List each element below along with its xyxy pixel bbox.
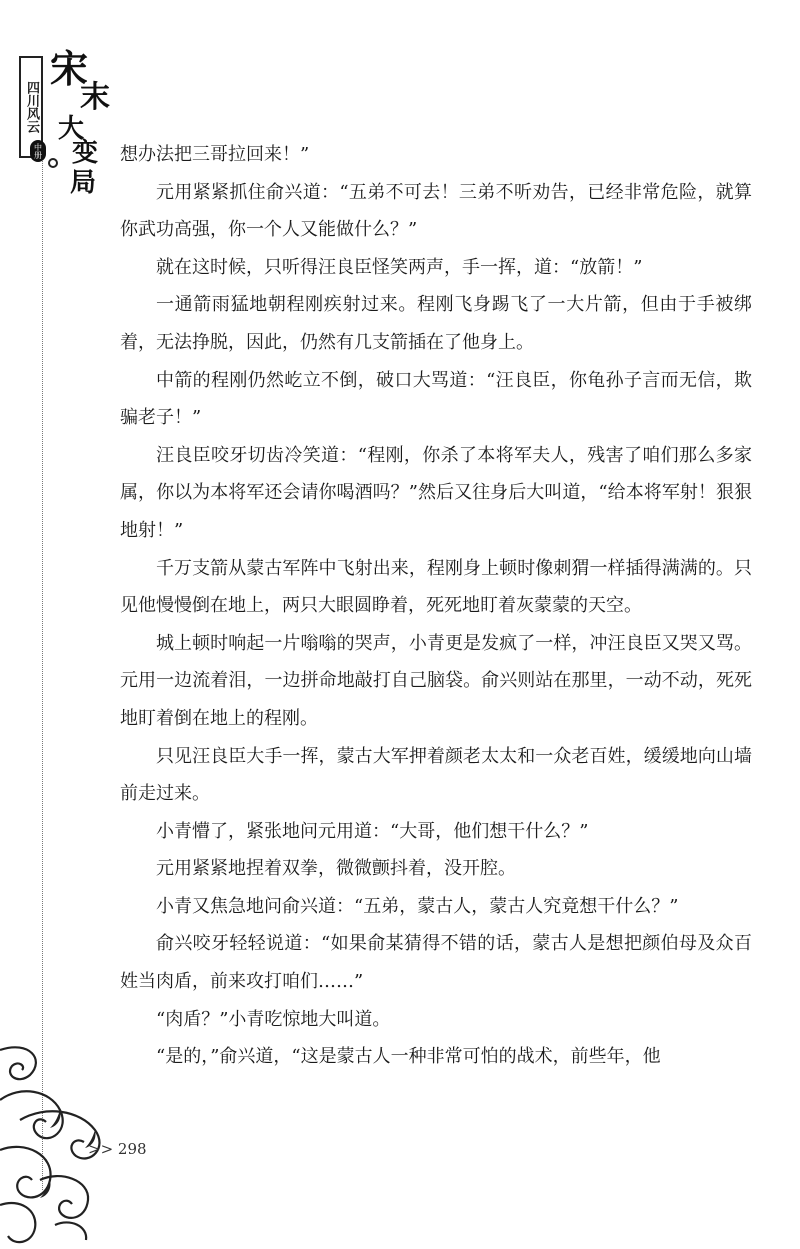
paragraph: 小青又焦急地问俞兴道：“五弟，蒙古人，蒙古人究竟想干什么？” — [156, 895, 679, 917]
book-title-char: 变 — [72, 138, 99, 168]
paragraph: “是的，”俞兴道，“这是蒙古人一种非常可怕的战术，前些年，他 — [156, 1046, 661, 1068]
paragraph: 千万支箭从蒙古军阵中飞射出来，程刚身上顿时像刺猬一样插得满满的。只见他慢慢倒在地上，两只大眼圆睁着，死死地盯着灰蒙蒙的天空。 — [120, 557, 752, 617]
paragraph: 小青懵了，紧张地问元用道：“大哥，他们想干什么？” — [156, 820, 589, 842]
title-circle-mark — [48, 158, 58, 168]
page-marker: >> — [88, 1140, 114, 1158]
paragraph: 汪良臣咬牙切齿冷笑道：“程刚，你杀了本将军夫人，残害了咱们那么多家属，你以为本将军还会请你喝酒吗？”然后又往身后大叫道，“给本将军射！狠狠地射！” — [120, 444, 752, 541]
paragraph: 想办法把三哥拉回来！” — [120, 144, 310, 165]
page-number — [88, 1140, 147, 1158]
paragraph: 俞兴咬牙轻轻说道：“如果俞某猜得不错的话，蒙古人是想把颜伯母及众百姓当肉盾，前来攻打咱们……” — [120, 933, 752, 993]
paragraph: 中箭的程刚仍然屹立不倒，破口大骂道：“汪良臣，你龟孙子言而无信，欺骗老子！” — [120, 369, 752, 429]
page-number-value: 298 — [117, 1140, 147, 1158]
book-title-char: 宋 — [50, 46, 89, 91]
paragraph: 元用紧紧抓住俞兴道：“五弟不可去！三弟不听劝告，已经非常危险，就算你武功高强，你一个人又能做什么？” — [120, 181, 752, 241]
book-title-char: 大 — [58, 114, 85, 144]
book-title-char: 局 — [70, 168, 97, 198]
paragraph: 一通箭雨猛地朝程刚疾射过来。程刚飞身踢飞了一大片箭，但由于手被绑着，无法挣脱，因此，仍然有几支箭插在了他身上。 — [120, 294, 752, 353]
body-text — [120, 136, 752, 1076]
book-title-char: 末 — [80, 80, 110, 115]
series-label: 四川风云 — [19, 56, 43, 158]
paragraph: 元用紧紧地捏着双拳，微微颤抖着，没开腔。 — [156, 858, 516, 880]
volume-seal: 中册 — [30, 140, 46, 162]
paragraph: 就在这时候，只听得汪良臣怪笑两声，手一挥，道：“放箭！” — [156, 256, 643, 278]
paragraph: 只见汪良臣大手一挥，蒙古大军押着颜老太太和一众老百姓，缓缓地向山墙前走过来。 — [120, 745, 752, 805]
paragraph: 城上顿时响起一片嗡嗡的哭声，小青更是发疯了一样，冲汪良臣又哭又骂。元用一边流着泪，一边拼命地敲打自己脑袋。俞兴则站在那里，一动不动，死死地盯着倒在地上的程刚。 — [120, 632, 752, 729]
paragraph: “肉盾？”小青吃惊地大叫道。 — [156, 1008, 391, 1030]
